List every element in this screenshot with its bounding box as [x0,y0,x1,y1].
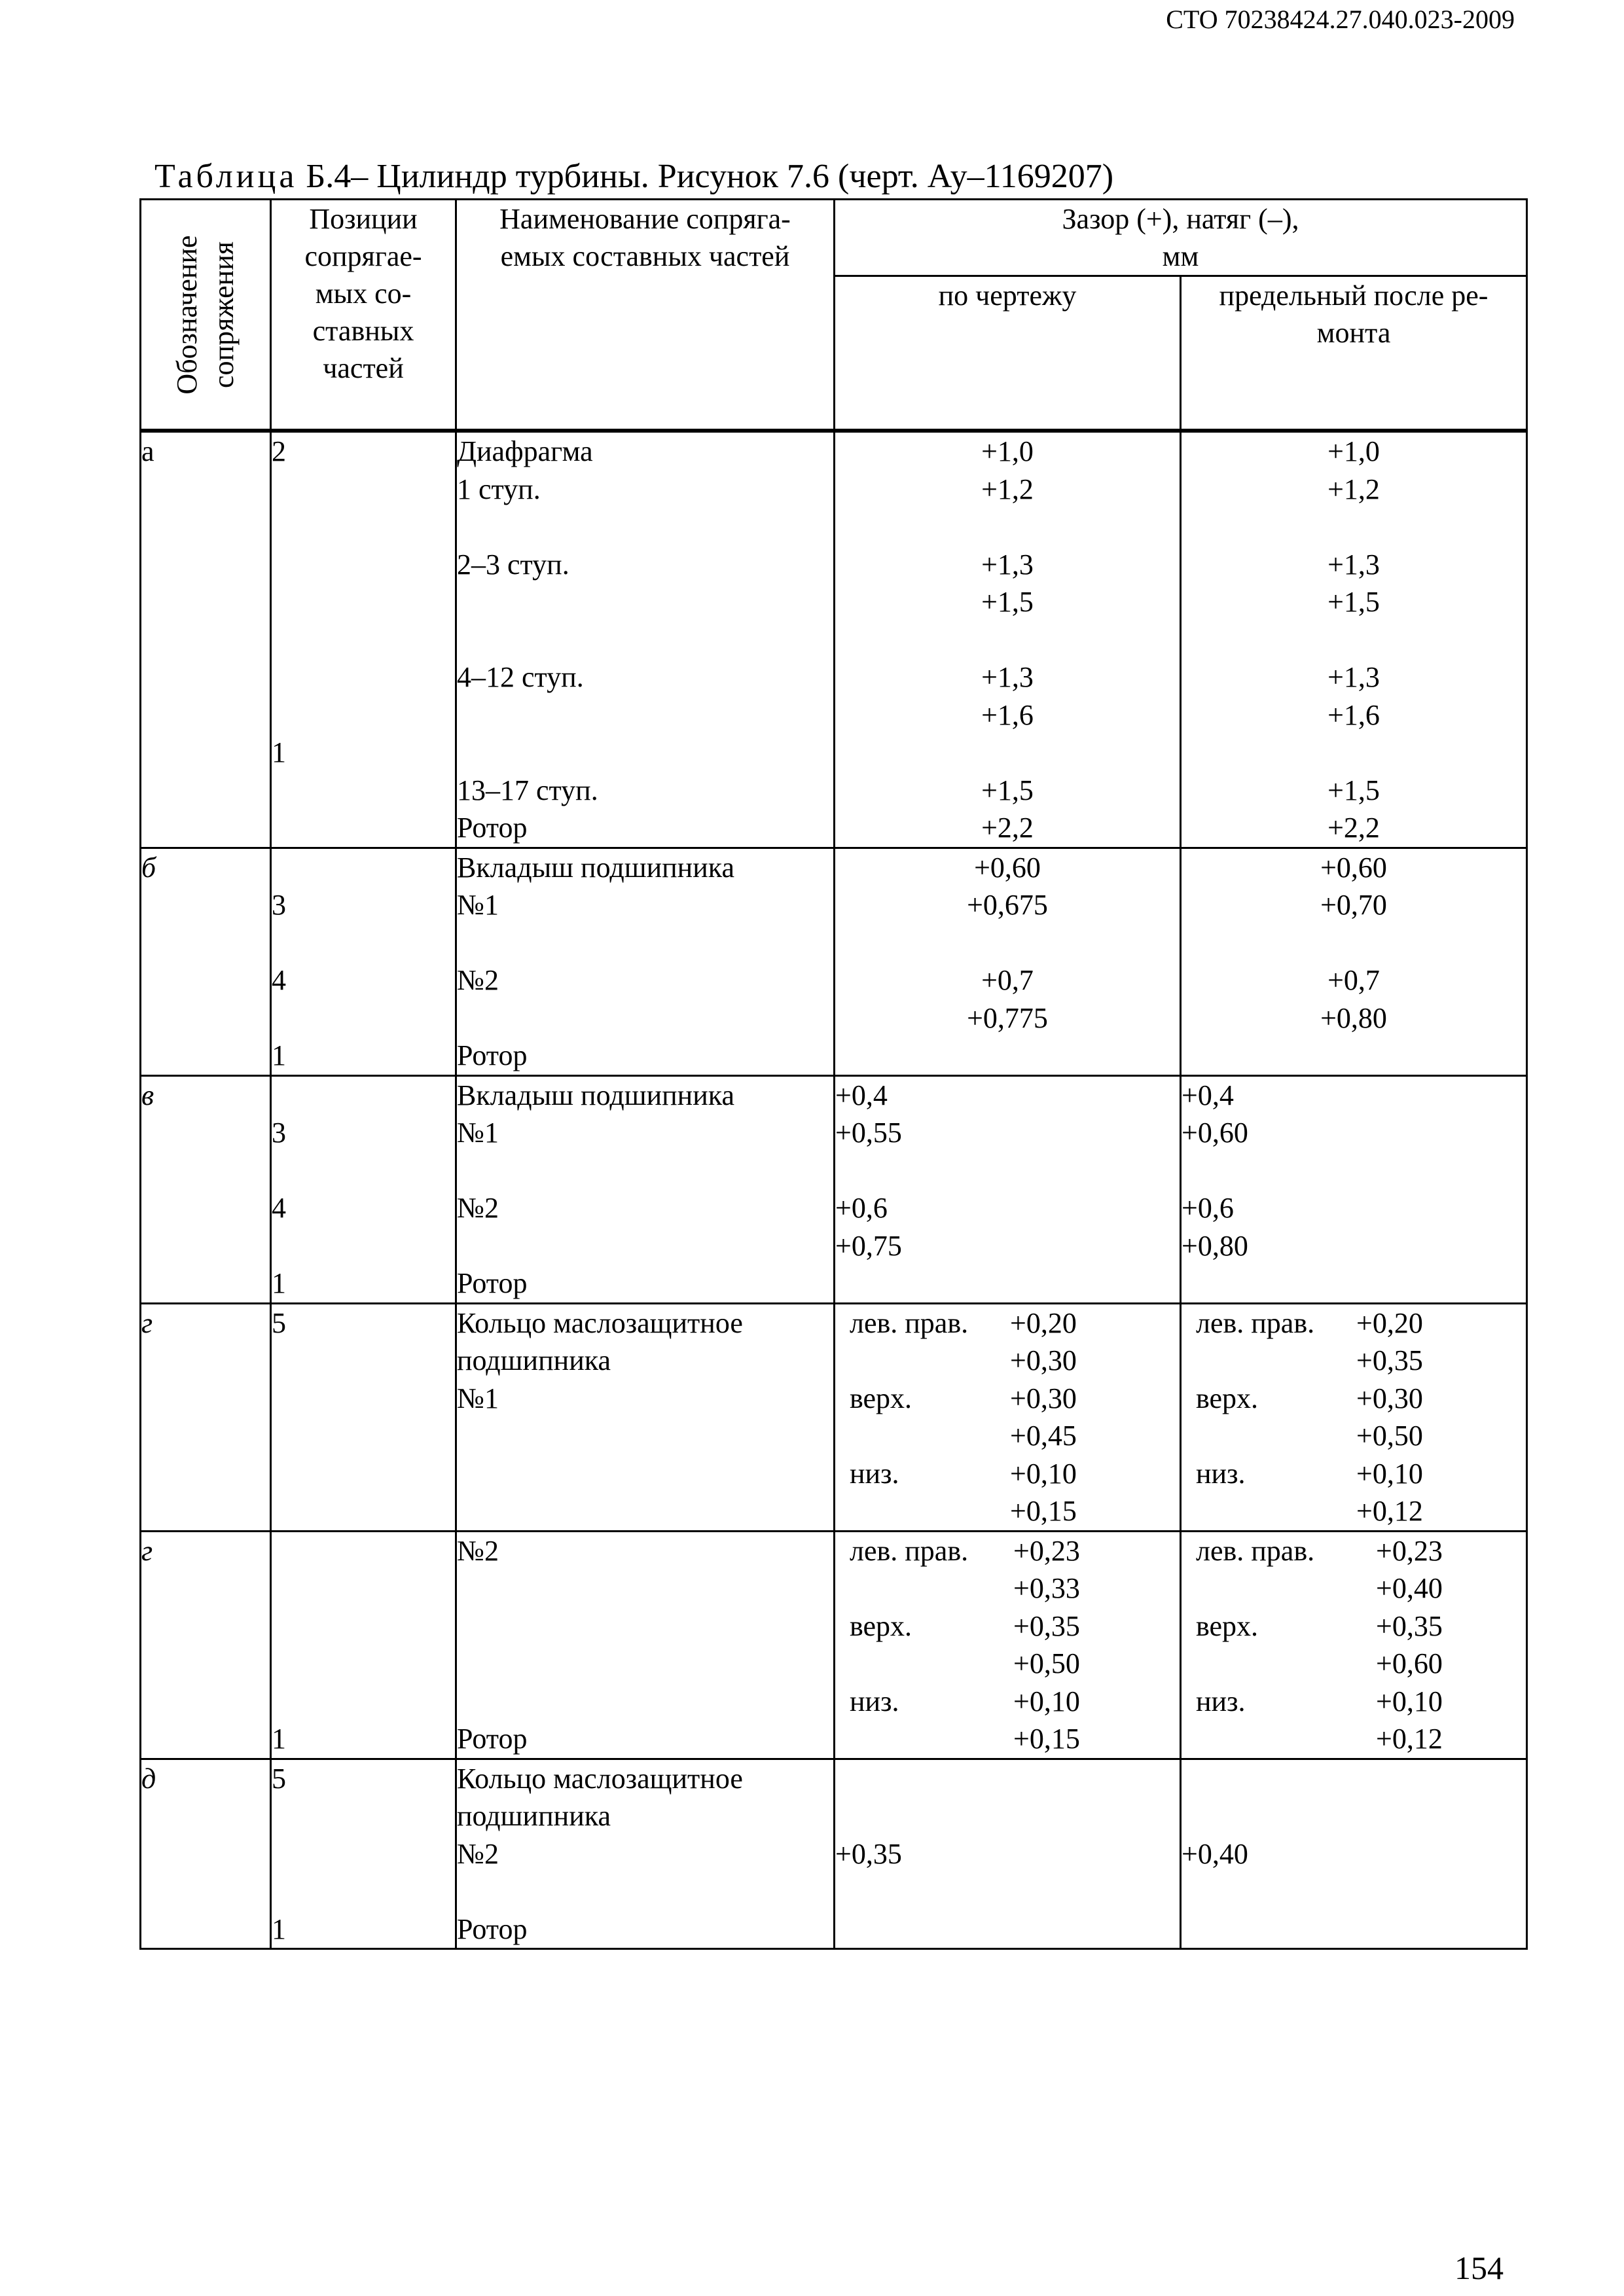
header-by-drawing: по чертежу [835,276,1181,431]
table-row [141,1075,1527,1303]
header-designation: Обозначение сопряжения [141,200,271,431]
limit-values-cell: +0,60 +0,70 +0,7 +0,80 [1181,848,1527,1075]
limit-values-cell: лев. прав. +0,20 +0,35 верх. +0,30 +0,50 низ. +0,10 +0,12 [1181,1303,1527,1531]
table-row [141,1303,1527,1531]
header-positions: Позиции сопрягае-мых со-ставных частей [271,200,456,431]
designation-cell: д [141,1759,271,1949]
names-cell: Вкладыш подшипника №1 №2 Ротор [456,848,835,1075]
drawing-values-cell: +0,4 +0,55 +0,6 +0,75 [835,1075,1181,1303]
header-names: Наименование сопряга-емых составных частей [456,200,835,431]
positions-cell: 5 [271,1303,456,1531]
table-row [141,1759,1527,1949]
positions-cell: 3 4 1 [271,848,456,1075]
tolerance-table [139,198,1528,1950]
drawing-values-cell: +1,0 +1,2 +1,3 +1,5 +1,3 +1,6 +1,5 +2,2 [835,431,1181,848]
designation-cell: г [141,1303,271,1531]
caption-prefix: Таблица [154,158,298,195]
drawing-values-cell: лев. прав. +0,23 +0,33 верх. +0,35 +0,50 низ. +0,10 +0,15 [835,1531,1181,1759]
drawing-values-cell: +0,35 [835,1759,1181,1949]
names-cell: Диафрагма 1 ступ. 2–3 ступ. 4–12 ступ. 13–17 ступ. Ротор [456,431,835,848]
names-cell: Вкладыш подшипника №1 №2 Ротор [456,1075,835,1303]
limit-values-cell: +0,4 +0,60 +0,6 +0,80 [1181,1075,1527,1303]
positions-cell: 3 4 1 [271,1075,456,1303]
header-gap-unit: мм [1162,240,1199,272]
positions-cell: 1 [271,1531,456,1759]
limit-values-cell: +1,0 +1,2 +1,3 +1,5 +1,3 +1,6 +1,5 +2,2 [1181,431,1527,848]
limit-values-cell: +0,40 [1181,1759,1527,1949]
designation-cell: в [141,1075,271,1303]
drawing-values-cell: лев. прав. +0,20 +0,30 верх. +0,30 +0,45 низ. +0,10 +0,15 [835,1303,1181,1531]
designation-cell: а [141,431,271,848]
names-cell: Кольцо маслозащитное подшипника №1 [456,1303,835,1531]
table-row [141,1531,1527,1759]
limit-values-cell: лев. прав. +0,23 +0,40 верх. +0,35 +0,60 низ. +0,10 +0,12 [1181,1531,1527,1759]
table-row [141,848,1527,1075]
header-limit: предельный после ре-монта [1181,276,1527,431]
header-gap: Зазор (+), натяг (–), мм [835,200,1527,276]
table-row [141,431,1527,848]
caption-text: Б.4– Цилиндр турбины. Рисунок 7.6 (черт. Ау–1169207) [297,158,1114,195]
document-code: СТО 70238424.27.040.023-2009 [1166,5,1515,34]
positions-cell: 2 1 [271,431,456,848]
names-cell: №2 Ротор [456,1531,835,1759]
designation-cell: г [141,1531,271,1759]
drawing-values-cell: +0,60 +0,675 +0,7 +0,775 [835,848,1181,1075]
table-caption [154,157,1113,196]
positions-cell: 5 1 [271,1759,456,1949]
names-cell: Кольцо маслозащитное подшипника №2 Ротор [456,1759,835,1949]
designation-cell: б [141,848,271,1075]
page-number: 154 [1454,2250,1504,2286]
